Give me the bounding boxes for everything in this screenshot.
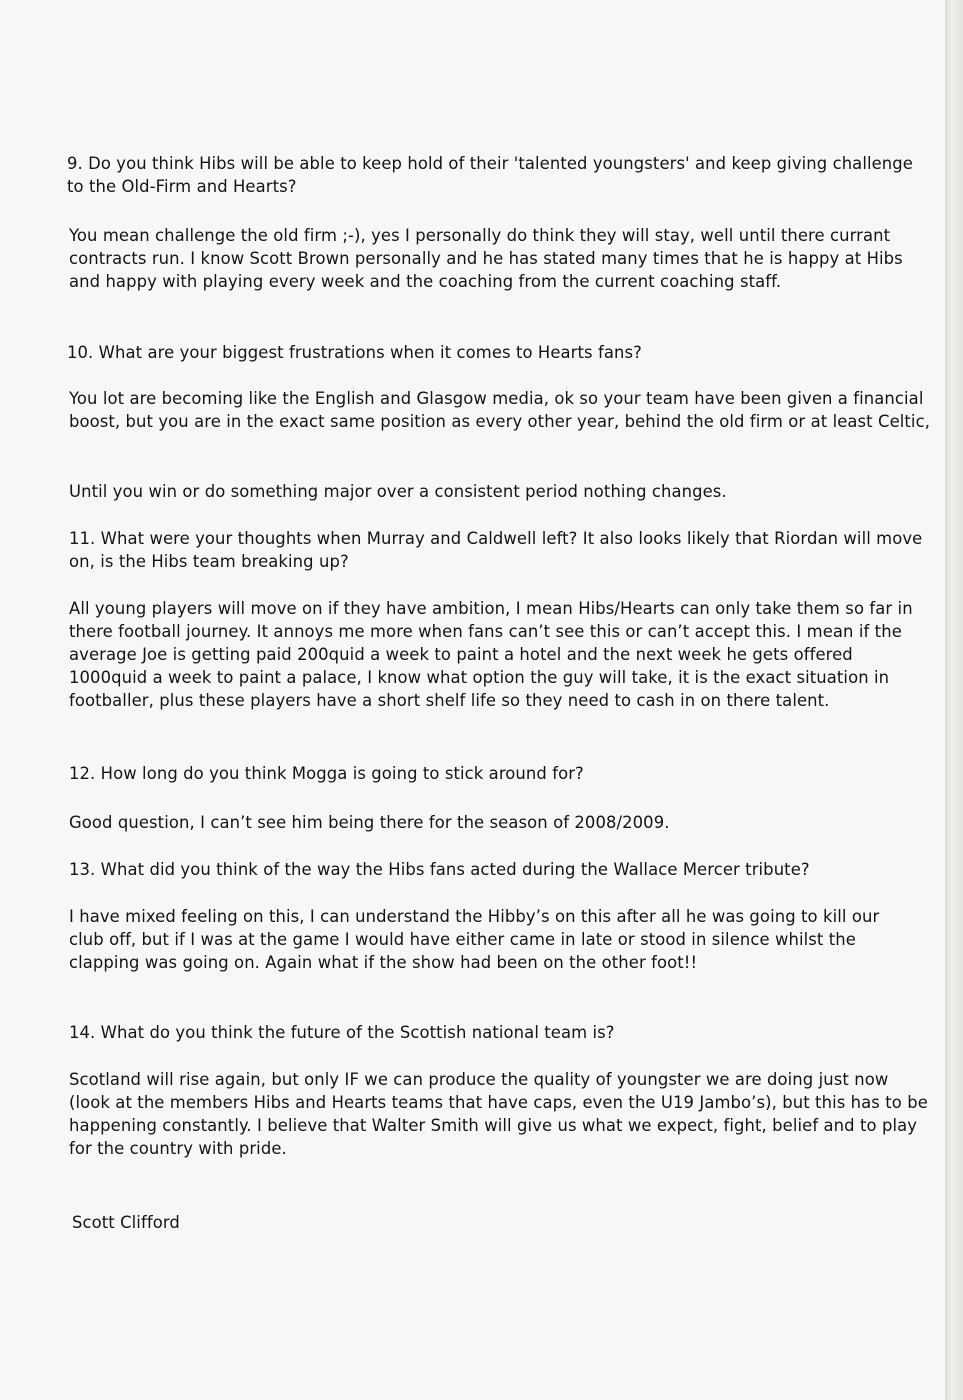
answer-12: Good question, I can’t see him being there for the season of 2008/2009. bbox=[69, 813, 670, 832]
answer-11: All young players will move on if they have ambition, I mean Hibs/Hearts can only take them so far in there football journey. It annoys me more when fans can’t see this or can’t accept this. I mean if the average Joe is getting paid 200quid a week to paint a hotel and the next week he gets offered 1000quid a week to paint a palace, I know what option the guy will take, it is the exact situation in footballer, plus these players have a short shelf life so they need to cash in on there talent. bbox=[69, 599, 913, 710]
answer-9: You mean challenge the old firm ;-), yes I personally do think they will stay, well until there currant contracts run. I know Scott Brown personally and he has stated many times that he is happy at Hibs and happy with playing every week and the coaching from the current coaching staff. bbox=[69, 226, 903, 291]
answer-13: I have mixed feeling on this, I can understand the Hibby’s on this after all he was going to kill our club off, but if I was at the game I would have either came in late or stood in silence whilst the clapping was going on. Again what if the show had been on the other foot!! bbox=[69, 907, 880, 972]
question-9: 9. Do you think Hibs will be able to keep hold of their 'talented youngsters' and keep giving challenge to the Old-Firm and Hearts? bbox=[67, 154, 913, 196]
answer-10-part-1: You lot are becoming like the English and Glasgow media, ok so your team have been given a financial boost, but you are in the exact same position as every other year, behind the old firm or at least Celtic, bbox=[69, 389, 931, 431]
page-edge bbox=[945, 0, 963, 1400]
answer-14: Scotland will rise again, but only IF we can produce the quality of youngster we are doing just now (look at the members Hibs and Hearts teams that have caps, even the U19 Jambo’s), but this has to be happening constantly. I believe that Walter Smith will give us what we expect, fight, belief and to play for the country with pride. bbox=[69, 1070, 928, 1158]
answer-10-part-2: Until you win or do something major over a consistent period nothing changes. bbox=[69, 482, 727, 501]
question-11: 11. What were your thoughts when Murray and Caldwell left? It also looks likely that Riordan will move on, is the Hibs team breaking up? bbox=[69, 529, 923, 571]
question-12: 12. How long do you think Mogga is going to stick around for? bbox=[69, 764, 584, 783]
signature: Scott Clifford bbox=[72, 1213, 180, 1232]
question-10: 10. What are your biggest frustrations when it comes to Hearts fans? bbox=[67, 343, 642, 362]
question-14: 14. What do you think the future of the Scottish national team is? bbox=[69, 1023, 615, 1042]
question-13: 13. What did you think of the way the Hibs fans acted during the Wallace Mercer tribute? bbox=[69, 860, 810, 879]
